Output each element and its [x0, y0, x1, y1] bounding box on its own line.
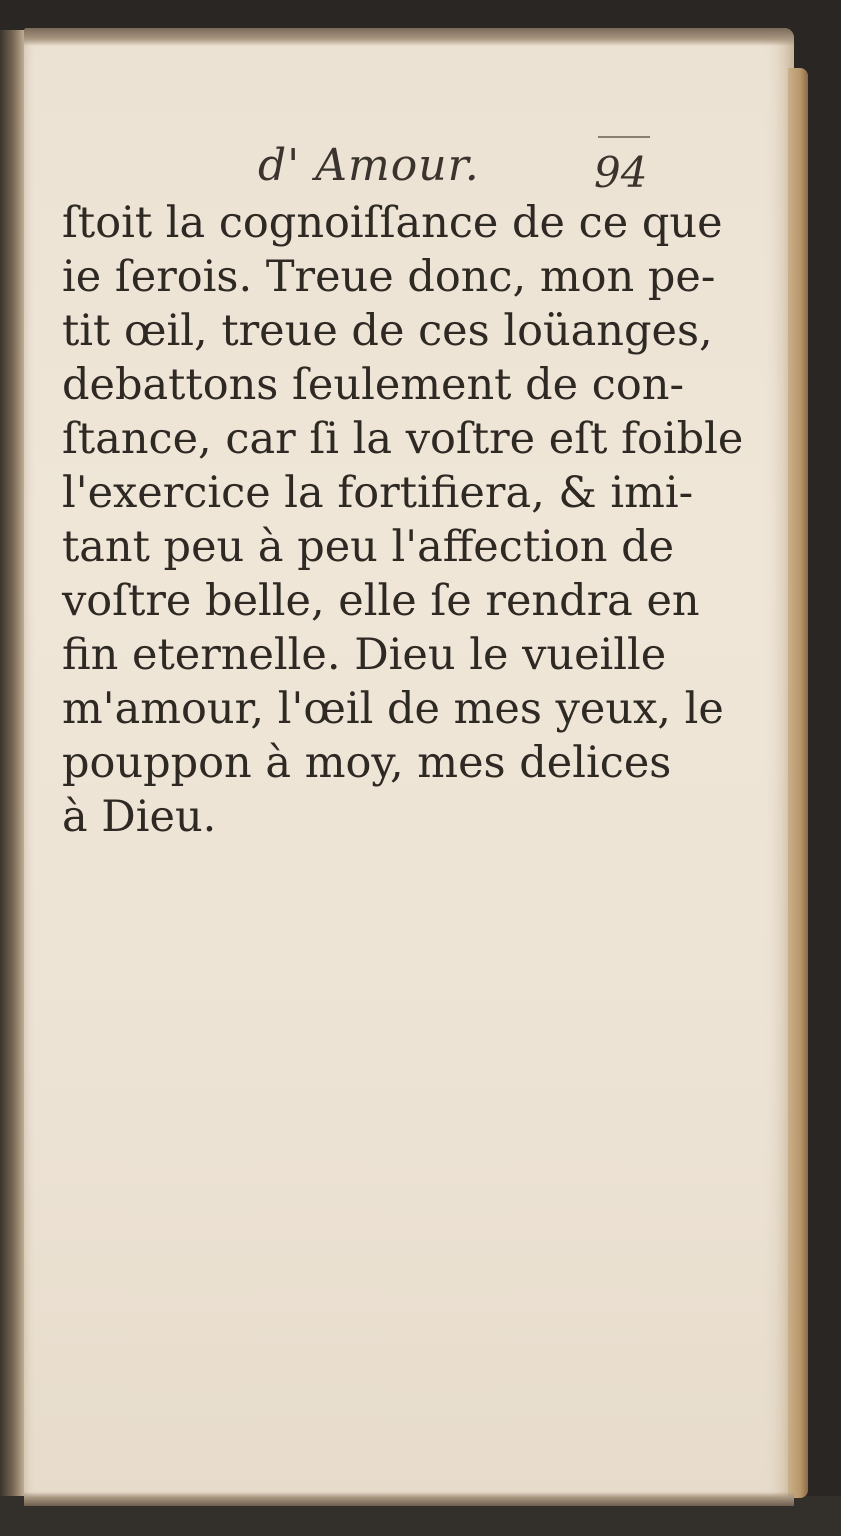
page-fore-edge [788, 68, 808, 1498]
text-line: l'exercice la fortifiera, & imi- [62, 468, 694, 518]
text-line: ſtoit la cognoiſſance de ce que [62, 198, 723, 248]
text-line: ſtance, car ſi la voſtre eſt foible [62, 414, 744, 464]
running-head: d' Amour. [258, 140, 480, 191]
text-line: fin eternelle. Dieu le vueille [62, 630, 667, 680]
text-line: m'amour, l'œil de mes yeux, le [62, 684, 724, 734]
text-line: voſtre belle, elle ſe rendra en [62, 576, 700, 626]
text-line: à Dieu. [62, 792, 217, 842]
text-line: debattons ſeulement de con- [62, 360, 684, 410]
body-text [62, 196, 744, 844]
text-line: pouppon à moy, mes delices [62, 738, 672, 788]
page-bottom-edge [24, 1492, 794, 1506]
page-top-edge [24, 28, 794, 46]
text-line: ie ſerois. Treue donc, mon pe- [62, 252, 716, 302]
page-number: 94 [594, 148, 648, 197]
text-line: tit œil, treue de ces loüanges, [62, 306, 713, 356]
folio-rule [598, 136, 650, 138]
text-line: tant peu à peu l'affection de [62, 522, 675, 572]
